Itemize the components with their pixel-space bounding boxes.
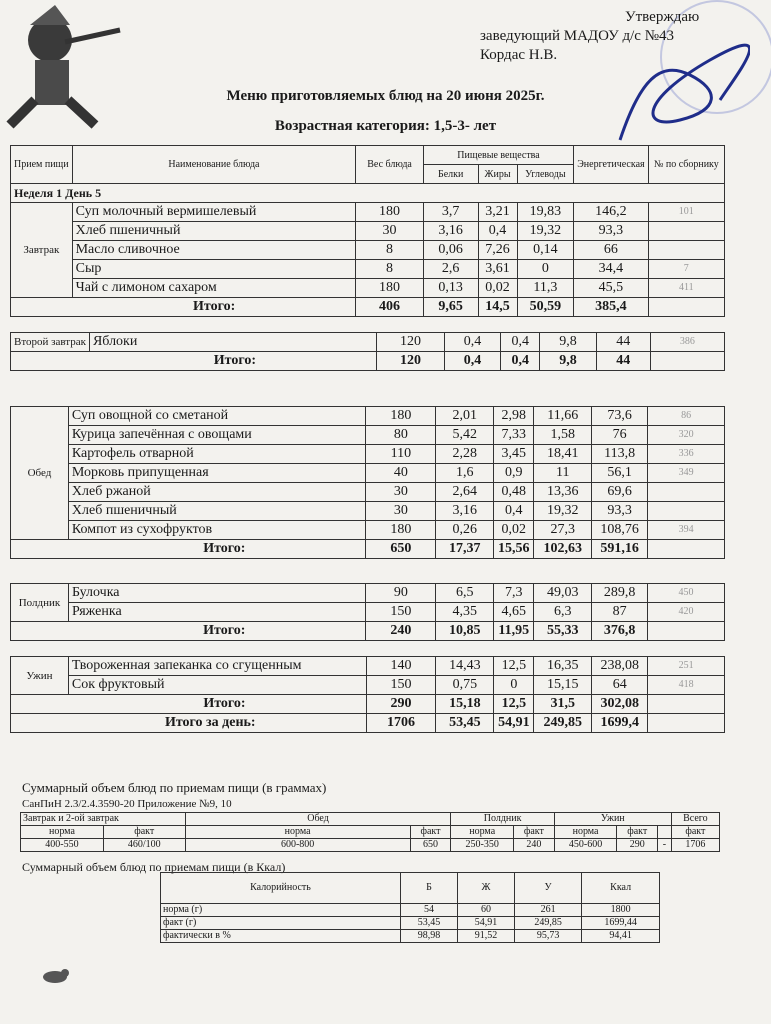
sum-total: 1706	[671, 839, 719, 852]
breakfast-meal-name: Завтрак	[11, 203, 73, 298]
kcal-h-j: Ж	[457, 873, 514, 904]
dish-weight: 180	[366, 407, 436, 426]
dish-energy: 44	[596, 333, 650, 352]
dish-weight: 180	[356, 203, 424, 222]
breakfast-row	[11, 279, 725, 298]
dish-name: Яблоки	[89, 333, 376, 352]
menu-table	[10, 145, 725, 317]
dish-recipe-number	[648, 241, 724, 260]
dish-recipe-number: 418	[648, 676, 725, 695]
breakfast-section	[11, 203, 725, 317]
second_breakfast-total-empty	[650, 352, 724, 371]
dish-recipe-number: 411	[648, 279, 724, 298]
header-weight: Вес блюда	[356, 146, 424, 184]
sum-d-norm: 450-600	[554, 839, 617, 852]
dish-recipe-number: 420	[648, 603, 725, 622]
dish-recipe-number: 101	[648, 203, 724, 222]
dish-protein: 0,75	[436, 676, 494, 695]
dish-fat: 12,5	[494, 657, 534, 676]
sum-s-norm: 250-350	[451, 839, 514, 852]
breakfast-total-label: Итого:	[11, 298, 356, 317]
dish-carbs: 11,3	[517, 279, 574, 298]
kcal-row-u: 261	[514, 904, 581, 917]
sum-s-fact-h: факт	[513, 826, 554, 839]
dinner-section	[11, 657, 725, 714]
dish-protein: 3,16	[436, 502, 494, 521]
dish-fat: 3,21	[478, 203, 517, 222]
breakfast-row	[11, 260, 725, 279]
header-nutrients: Пищевые вещества	[423, 146, 573, 165]
sum-h-dinner: Ужин	[554, 813, 671, 826]
header-meal: Прием пищи	[11, 146, 73, 184]
dish-protein: 14,43	[436, 657, 494, 676]
dish-name: Компот из сухофруктов	[68, 521, 366, 540]
approval-line1: Утверждаю	[625, 9, 700, 25]
day-total-fat: 54,91	[494, 714, 534, 733]
second_breakfast-row	[11, 333, 725, 352]
second_breakfast-total-c: 9,8	[540, 352, 596, 371]
age-category: Возрастная категория: 1,5-3- лет	[274, 118, 497, 134]
dish-carbs: 13,36	[534, 483, 592, 502]
week-day: Неделя 1 День 5	[11, 184, 725, 203]
dish-name: Хлеб ржаной	[68, 483, 366, 502]
lunch-row	[11, 407, 725, 426]
dish-energy: 238,08	[592, 657, 648, 676]
day-total-empty	[648, 714, 725, 733]
breakfast-total-c: 50,59	[517, 298, 574, 317]
kcal-row-label: факт (г)	[161, 917, 401, 930]
breakfast-total-row	[11, 298, 725, 317]
summary-grams-table	[20, 812, 720, 852]
lunch-total-label: Итого:	[11, 540, 366, 559]
dinner-total-p: 15,18	[436, 695, 494, 714]
dish-name: Сыр	[72, 260, 356, 279]
dish-fat: 3,61	[478, 260, 517, 279]
lunch-total-f: 15,56	[494, 540, 534, 559]
sum-b-norm: 400-550	[21, 839, 104, 852]
approval-line2: заведующий МАДОУ д/с №43	[480, 28, 675, 44]
dish-name: Суп молочный вермишелевый	[72, 203, 356, 222]
dish-name: Хлеб пшеничный	[68, 502, 366, 521]
summary1-title: Суммарный объем блюд по приемам пищи (в граммах)	[22, 780, 327, 795]
header-number: № по сборнику	[648, 146, 724, 184]
dish-recipe-number: 336	[648, 445, 725, 464]
dish-name: Картофель отварной	[68, 445, 366, 464]
second-breakfast-table	[10, 332, 725, 371]
dish-weight: 150	[366, 603, 436, 622]
sum-b-fact-h: факт	[103, 826, 185, 839]
second_breakfast-total-e: 44	[596, 352, 650, 371]
day-total-label: Итого за день:	[11, 714, 367, 733]
kcal-row-u: 249,85	[514, 917, 581, 930]
dish-carbs: 11,66	[534, 407, 592, 426]
kcal-row-b: 53,45	[401, 917, 458, 930]
dish-fat: 0,9	[494, 464, 534, 483]
sum-l-norm-h: норма	[185, 826, 410, 839]
dinner-total-f: 12,5	[494, 695, 534, 714]
sum-d-norm-h: норма	[554, 826, 617, 839]
sum-s-fact: 240	[513, 839, 554, 852]
dish-weight: 8	[356, 260, 424, 279]
snack-row	[11, 584, 725, 603]
dish-carbs: 19,83	[517, 203, 574, 222]
sum-h-total: Всего	[671, 813, 719, 826]
snack-total-w: 240	[366, 622, 436, 641]
dish-energy: 34,4	[574, 260, 648, 279]
dish-fat: 0,4	[494, 502, 534, 521]
dinner-total-label: Итого:	[11, 695, 367, 714]
breakfast-total-p: 9,65	[423, 298, 478, 317]
dish-protein: 0,06	[423, 241, 478, 260]
dinner-total-e: 302,08	[592, 695, 648, 714]
dish-protein: 2,64	[436, 483, 494, 502]
dish-recipe-number	[648, 222, 724, 241]
dish-recipe-number: 251	[648, 657, 725, 676]
lunch-row	[11, 445, 725, 464]
dish-recipe-number	[648, 502, 725, 521]
dish-carbs: 19,32	[517, 222, 574, 241]
dish-recipe-number: 86	[648, 407, 725, 426]
dish-fat: 0,02	[478, 279, 517, 298]
dish-weight: 180	[366, 521, 436, 540]
dish-energy: 69,6	[592, 483, 648, 502]
kcal-row	[161, 917, 660, 930]
sum-b-fact: 460/100	[103, 839, 185, 852]
dish-recipe-number: 349	[648, 464, 725, 483]
dish-energy: 73,6	[592, 407, 648, 426]
dish-name: Курица запечённая с овощами	[68, 426, 366, 445]
dish-recipe-number: 450	[648, 584, 725, 603]
dinner-table	[10, 656, 725, 733]
dish-protein: 2,6	[423, 260, 478, 279]
breakfast-total-f: 14,5	[478, 298, 517, 317]
header-carbs: Углеводы	[517, 165, 574, 184]
mouse-icon	[35, 965, 75, 985]
lunch-row	[11, 464, 725, 483]
dish-weight: 30	[356, 222, 424, 241]
second_breakfast-total-f: 0,4	[501, 352, 540, 371]
dish-energy: 289,8	[592, 584, 648, 603]
dish-weight: 40	[366, 464, 436, 483]
dish-energy: 146,2	[574, 203, 648, 222]
dish-protein: 0,13	[423, 279, 478, 298]
header-energy: Энергетическая	[574, 146, 648, 184]
sum-l-fact-h: факт	[410, 826, 451, 839]
snack-row	[11, 603, 725, 622]
dinner-total-w: 290	[366, 695, 436, 714]
dish-recipe-number: 7	[648, 260, 724, 279]
dish-weight: 120	[377, 333, 445, 352]
kcal-row	[161, 904, 660, 917]
dish-carbs: 18,41	[534, 445, 592, 464]
snack-total-c: 55,33	[534, 622, 592, 641]
sum-b-norm-h: норма	[21, 826, 104, 839]
second_breakfast-meal-name: Второй завтрак	[11, 333, 90, 352]
summary2-title: Суммарный объем блюд по приемам пищи (в Ккал)	[22, 860, 286, 874]
snack-total-e: 376,8	[592, 622, 648, 641]
sum-s-norm-h: норма	[451, 826, 514, 839]
dish-energy: 113,8	[592, 445, 648, 464]
dish-name: Булочка	[68, 584, 365, 603]
dish-protein: 3,7	[423, 203, 478, 222]
header-protein: Белки	[423, 165, 478, 184]
dish-carbs: 11	[534, 464, 592, 483]
lunch-row	[11, 426, 725, 445]
lunch-total-w: 650	[366, 540, 436, 559]
dish-recipe-number: 394	[648, 521, 725, 540]
dish-energy: 64	[592, 676, 648, 695]
dinner-total-c: 31,5	[534, 695, 592, 714]
dish-fat: 2,98	[494, 407, 534, 426]
kcal-row-k: 1699,44	[582, 917, 660, 930]
breakfast-total-w: 406	[356, 298, 424, 317]
dish-carbs: 9,8	[540, 333, 596, 352]
sum-h-breakfast: Завтрак и 2-ой завтрак	[21, 813, 186, 826]
dish-carbs: 0	[517, 260, 574, 279]
dish-protein: 3,16	[423, 222, 478, 241]
dish-name: Чай с лимоном сахаром	[72, 279, 356, 298]
dish-fat: 3,45	[494, 445, 534, 464]
day-total-energy: 1699,4	[592, 714, 648, 733]
sum-h-snack: Полдник	[451, 813, 554, 826]
day-total-protein: 53,45	[436, 714, 494, 733]
dish-protein: 2,01	[436, 407, 494, 426]
dinner-row	[11, 676, 725, 695]
snack-total-empty	[648, 622, 725, 641]
summary-kcal-table	[160, 872, 660, 943]
kcal-h-u: У	[514, 873, 581, 904]
dish-protein: 0,4	[444, 333, 500, 352]
kcal-row-j: 60	[457, 904, 514, 917]
dish-energy: 76	[592, 426, 648, 445]
header-dish: Наименование блюда	[72, 146, 356, 184]
lunch-meal-name: Обед	[11, 407, 69, 540]
dish-energy: 93,3	[592, 502, 648, 521]
breakfast-total-e: 385,4	[574, 298, 648, 317]
kcal-rows	[161, 904, 660, 943]
dish-protein: 5,42	[436, 426, 494, 445]
dish-energy: 56,1	[592, 464, 648, 483]
kcal-row-j: 91,52	[457, 930, 514, 943]
sum-d-fact: 290	[617, 839, 658, 852]
dish-fat: 0,4	[501, 333, 540, 352]
dish-fat: 7,33	[494, 426, 534, 445]
dish-name: Суп овощной со сметаной	[68, 407, 366, 426]
dish-protein: 6,5	[436, 584, 494, 603]
kcal-row-k: 1800	[582, 904, 660, 917]
dish-fat: 0	[494, 676, 534, 695]
dish-energy: 87	[592, 603, 648, 622]
dish-protein: 0,26	[436, 521, 494, 540]
breakfast-row	[11, 241, 725, 260]
breakfast-total-empty	[648, 298, 724, 317]
dish-fat: 7,26	[478, 241, 517, 260]
dish-protein: 4,35	[436, 603, 494, 622]
dinner-total-row	[11, 695, 725, 714]
kcal-row	[161, 930, 660, 943]
dish-carbs: 6,3	[534, 603, 592, 622]
lunch-row	[11, 521, 725, 540]
lunch-row	[11, 483, 725, 502]
snack-total-p: 10,85	[436, 622, 494, 641]
dish-weight: 180	[356, 279, 424, 298]
sum-d-extra-h	[658, 826, 672, 839]
kcal-row-u: 95,73	[514, 930, 581, 943]
kcal-h-k: Ккал	[582, 873, 660, 904]
dish-energy: 93,3	[574, 222, 648, 241]
sum-t-fact-h: факт	[671, 826, 719, 839]
dish-fat: 0,02	[494, 521, 534, 540]
sum-d-dash: -	[658, 839, 672, 852]
second_breakfast-total-label: Итого:	[11, 352, 377, 371]
kcal-row-j: 54,91	[457, 917, 514, 930]
kcal-row-label: норма (г)	[161, 904, 401, 917]
second_breakfast-total-w: 120	[377, 352, 445, 371]
second-breakfast-section	[11, 333, 725, 371]
breakfast-row	[11, 203, 725, 222]
dish-name: Сок фруктовый	[68, 676, 366, 695]
dish-fat: 0,4	[478, 222, 517, 241]
dish-recipe-number: 386	[650, 333, 724, 352]
second_breakfast-total-p: 0,4	[444, 352, 500, 371]
second_breakfast-total-row	[11, 352, 725, 371]
dinner-total-empty	[648, 695, 725, 714]
menu-title: Меню приготовляемых блюд на 20 июня 2025г.	[226, 88, 545, 104]
dish-carbs: 1,58	[534, 426, 592, 445]
kcal-h-b: Б	[401, 873, 458, 904]
dish-weight: 140	[366, 657, 436, 676]
lunch-total-c: 102,63	[534, 540, 592, 559]
dish-carbs: 49,03	[534, 584, 592, 603]
dish-recipe-number: 320	[648, 426, 725, 445]
dish-carbs: 0,14	[517, 241, 574, 260]
dish-energy: 45,5	[574, 279, 648, 298]
lunch-section	[11, 407, 725, 559]
snack-total-label: Итого:	[11, 622, 366, 641]
sum-l-fact: 650	[410, 839, 451, 852]
day-total-carbs: 249,85	[534, 714, 592, 733]
dinner-row	[11, 657, 725, 676]
dish-carbs: 19,32	[534, 502, 592, 521]
lunch-total-e: 591,16	[592, 540, 648, 559]
kcal-row-b: 54	[401, 904, 458, 917]
dish-fat: 0,48	[494, 483, 534, 502]
dish-name: Твороженная запеканка со сгущенным	[68, 657, 366, 676]
dish-recipe-number	[648, 483, 725, 502]
lunch-total-empty	[648, 540, 725, 559]
kcal-row-label: фактически в %	[161, 930, 401, 943]
summary1-ref: СанПиН 2.3/2.4.3590-20 Приложение №9, 10	[22, 798, 232, 810]
dish-weight: 90	[366, 584, 436, 603]
kcal-row-b: 98,98	[401, 930, 458, 943]
dish-fat: 7,3	[494, 584, 534, 603]
snack-total-row	[11, 622, 725, 641]
dish-weight: 30	[366, 483, 436, 502]
dish-energy: 108,76	[592, 521, 648, 540]
dish-name: Морковь припущенная	[68, 464, 366, 483]
kcal-h-cal: Калорийность	[161, 873, 401, 904]
dish-weight: 8	[356, 241, 424, 260]
sum-l-norm: 600-800	[185, 839, 410, 852]
approval-line3: Кордас Н.В.	[480, 47, 558, 63]
dish-carbs: 15,15	[534, 676, 592, 695]
dish-weight: 150	[366, 676, 436, 695]
breakfast-row	[11, 222, 725, 241]
dish-energy: 66	[574, 241, 648, 260]
dish-name: Хлеб пшеничный	[72, 222, 356, 241]
sum-d-fact-h: факт	[617, 826, 658, 839]
dinner-meal-name: Ужин	[11, 657, 69, 695]
approval-block	[480, 8, 740, 65]
dish-carbs: 27,3	[534, 521, 592, 540]
dish-protein: 2,28	[436, 445, 494, 464]
dish-weight: 30	[366, 502, 436, 521]
lunch-table	[10, 406, 725, 559]
dish-name: Масло сливочное	[72, 241, 356, 260]
dish-fat: 4,65	[494, 603, 534, 622]
dish-carbs: 16,35	[534, 657, 592, 676]
dish-weight: 110	[366, 445, 436, 464]
snack-meal-name: Полдник	[11, 584, 69, 622]
lunch-row	[11, 502, 725, 521]
snack-table	[10, 583, 725, 641]
lunch-total-row	[11, 540, 725, 559]
day-total-weight: 1706	[366, 714, 436, 733]
lunch-total-p: 17,37	[436, 540, 494, 559]
dish-name: Ряженка	[68, 603, 365, 622]
snack-section	[11, 584, 725, 641]
kcal-row-k: 94,41	[582, 930, 660, 943]
snack-total-f: 11,95	[494, 622, 534, 641]
dish-weight: 80	[366, 426, 436, 445]
header-fat: Жиры	[478, 165, 517, 184]
dish-protein: 1,6	[436, 464, 494, 483]
sum-h-lunch: Обед	[185, 813, 451, 826]
